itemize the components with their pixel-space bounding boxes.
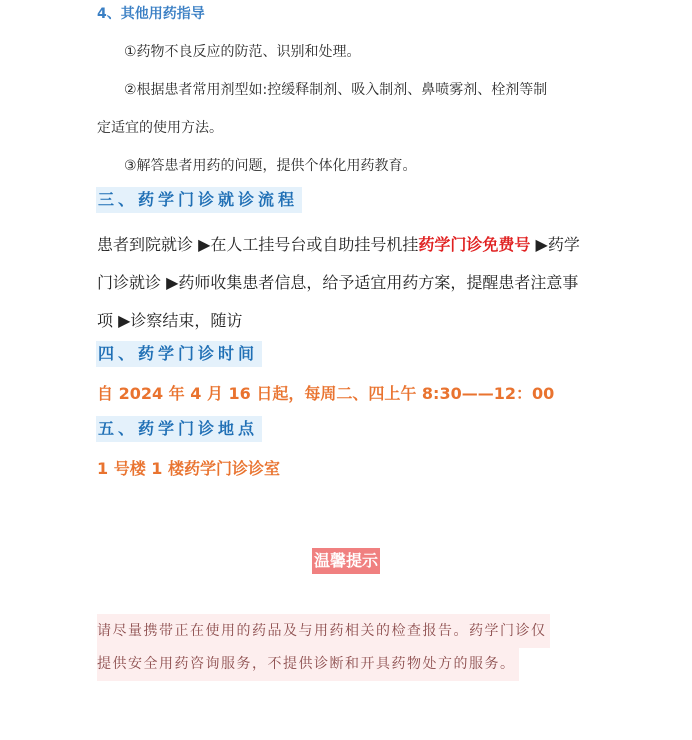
tip-note-line-2: 提供安全用药咨询服务，不提供诊断和开具药物处方的服务。 [97, 647, 519, 681]
clinic-location: 1 号楼 1 楼药学门诊诊室 [97, 459, 280, 478]
location-heading: 五、药学门诊地点 [96, 416, 262, 442]
process-line-2: 门诊就诊 ▶药师收集患者信息，给予适宜用药方案，提醒患者注意事 [97, 273, 579, 292]
guide-item-2-line-2: 定适宜的使用方法。 [97, 120, 223, 136]
tip-title-badge: 温馨提示 [312, 548, 380, 574]
guide-subheading: 4、其他用药指导 [97, 6, 205, 22]
free-registration-highlight: 药学门诊免费号 [418, 235, 531, 254]
tip-note-line-1: 请尽量携带正在使用的药品及与用药相关的检查报告。药学门诊仅 [97, 614, 550, 648]
process-line-1-start: 患者到院就诊 ▶在人工挂号台或自助挂号机挂 [97, 235, 419, 254]
process-line-3: 项 ▶诊察结束，随访 [97, 311, 243, 330]
process-heading: 三、药学门诊就诊流程 [96, 187, 302, 213]
process-line-1 [97, 232, 580, 255]
guide-item-2-line-1: ②根据患者常用剂型如:控缓释制剂、吸入制剂、鼻喷雾剂、栓剂等制 [124, 82, 548, 98]
guide-item-3: ③解答患者用药的问题，提供个体化用药教育。 [124, 158, 417, 174]
time-heading: 四、药学门诊时间 [96, 341, 262, 367]
clinic-hours: 自 2024 年 4 月 16 日起，每周二、四上午 8:30——12：00 [97, 384, 555, 403]
process-line-1-end: ▶药学 [530, 235, 580, 254]
guide-item-1: ①药物不良反应的防范、识别和处理。 [124, 44, 361, 60]
